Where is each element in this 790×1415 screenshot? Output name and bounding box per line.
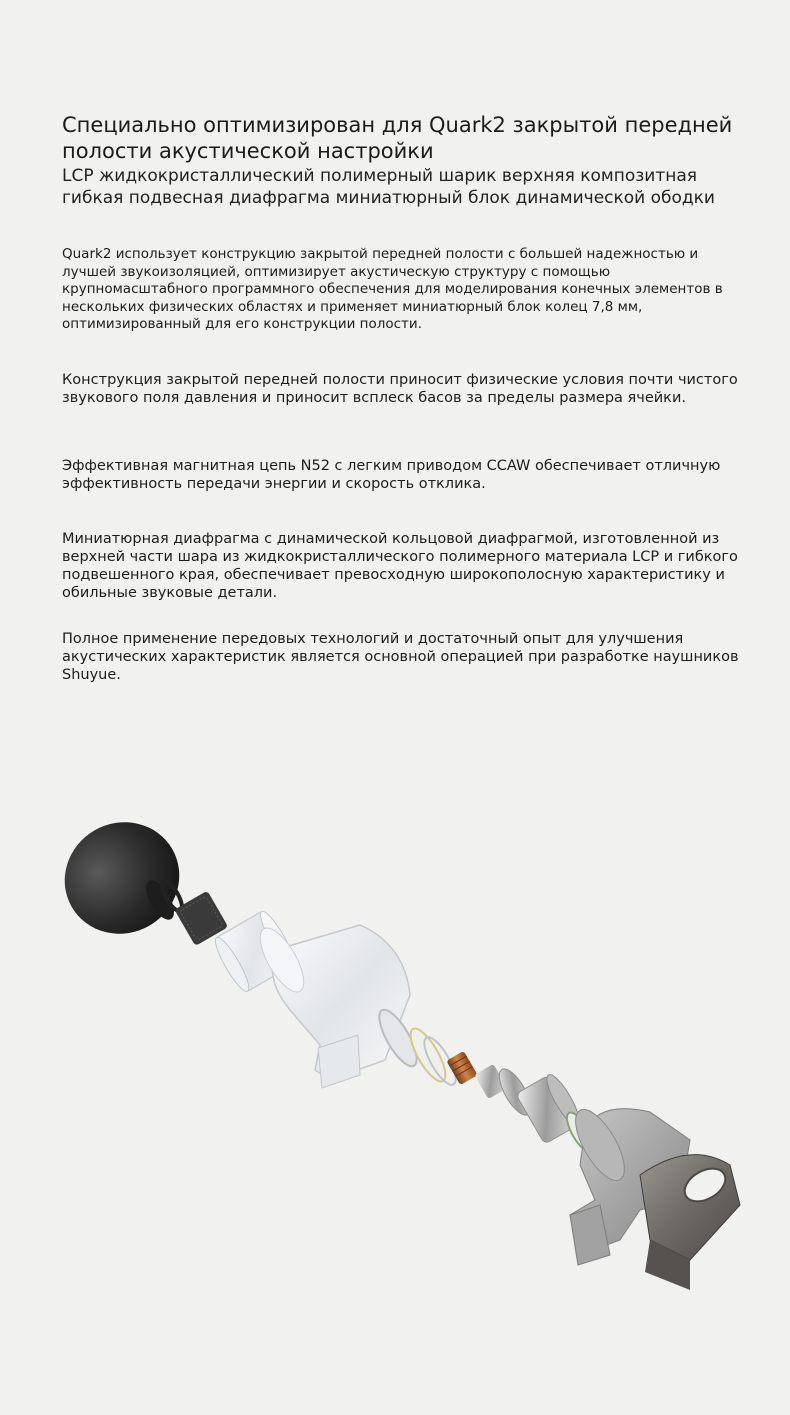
transparent-shell	[252, 922, 410, 1088]
page-subtitle: LCP жидкокристаллический полимерный шарик верхняя композитная гибкая подвесная диафрагма миниатюрный блок динамической ободки	[62, 166, 715, 208]
paragraph-diaphragm: Миниатюрная диафрагма с динамической кольцовой диафрагмой, изготовленной из верхней части шара из жидкокристаллического полимерного материала LCP и гибкого подвешенного края, обеспечивает превосходную широкополосную характеристику и обильные звуковые детали.	[62, 531, 738, 601]
paragraph-technology: Полное применение передовых технологий и достаточный опыт для улучшения акустических характеристик является основной операцией при разработке наушников Shuyue.	[62, 631, 739, 683]
page-title: Специально оптимизирован для Quark2 закрытой передней полости акустической настройки	[62, 113, 733, 163]
eartip	[44, 801, 199, 954]
paragraph-bass: Конструкция закрытой передней полости приносит физические условия почти чистого звукового поля давления и приносит всплеск басов за пределы размера ячейки.	[62, 372, 738, 406]
earphone-exploded-view	[0, 760, 790, 1415]
connector-housing	[640, 1155, 740, 1290]
paragraph-magnet: Эффективная магнитная цепь N52 с легким приводом CCAW обеспечивает отличную эффективность передачи энергии и скорость отклика.	[62, 458, 721, 492]
paragraph-closed-cavity: Quark2 использует конструкцию закрытой передней полости с большей надежностью и лучшей звукоизоляцией, оптимизирует акустическую структуру с помощью крупномасштабного программного обеспечения для моделирования конечных элементов в нескольких физических областях и применяет миниатюрный блок колец 7,8 мм, оптимизированный для его конструкции полости.	[62, 246, 723, 332]
voice-coil	[446, 1051, 477, 1085]
